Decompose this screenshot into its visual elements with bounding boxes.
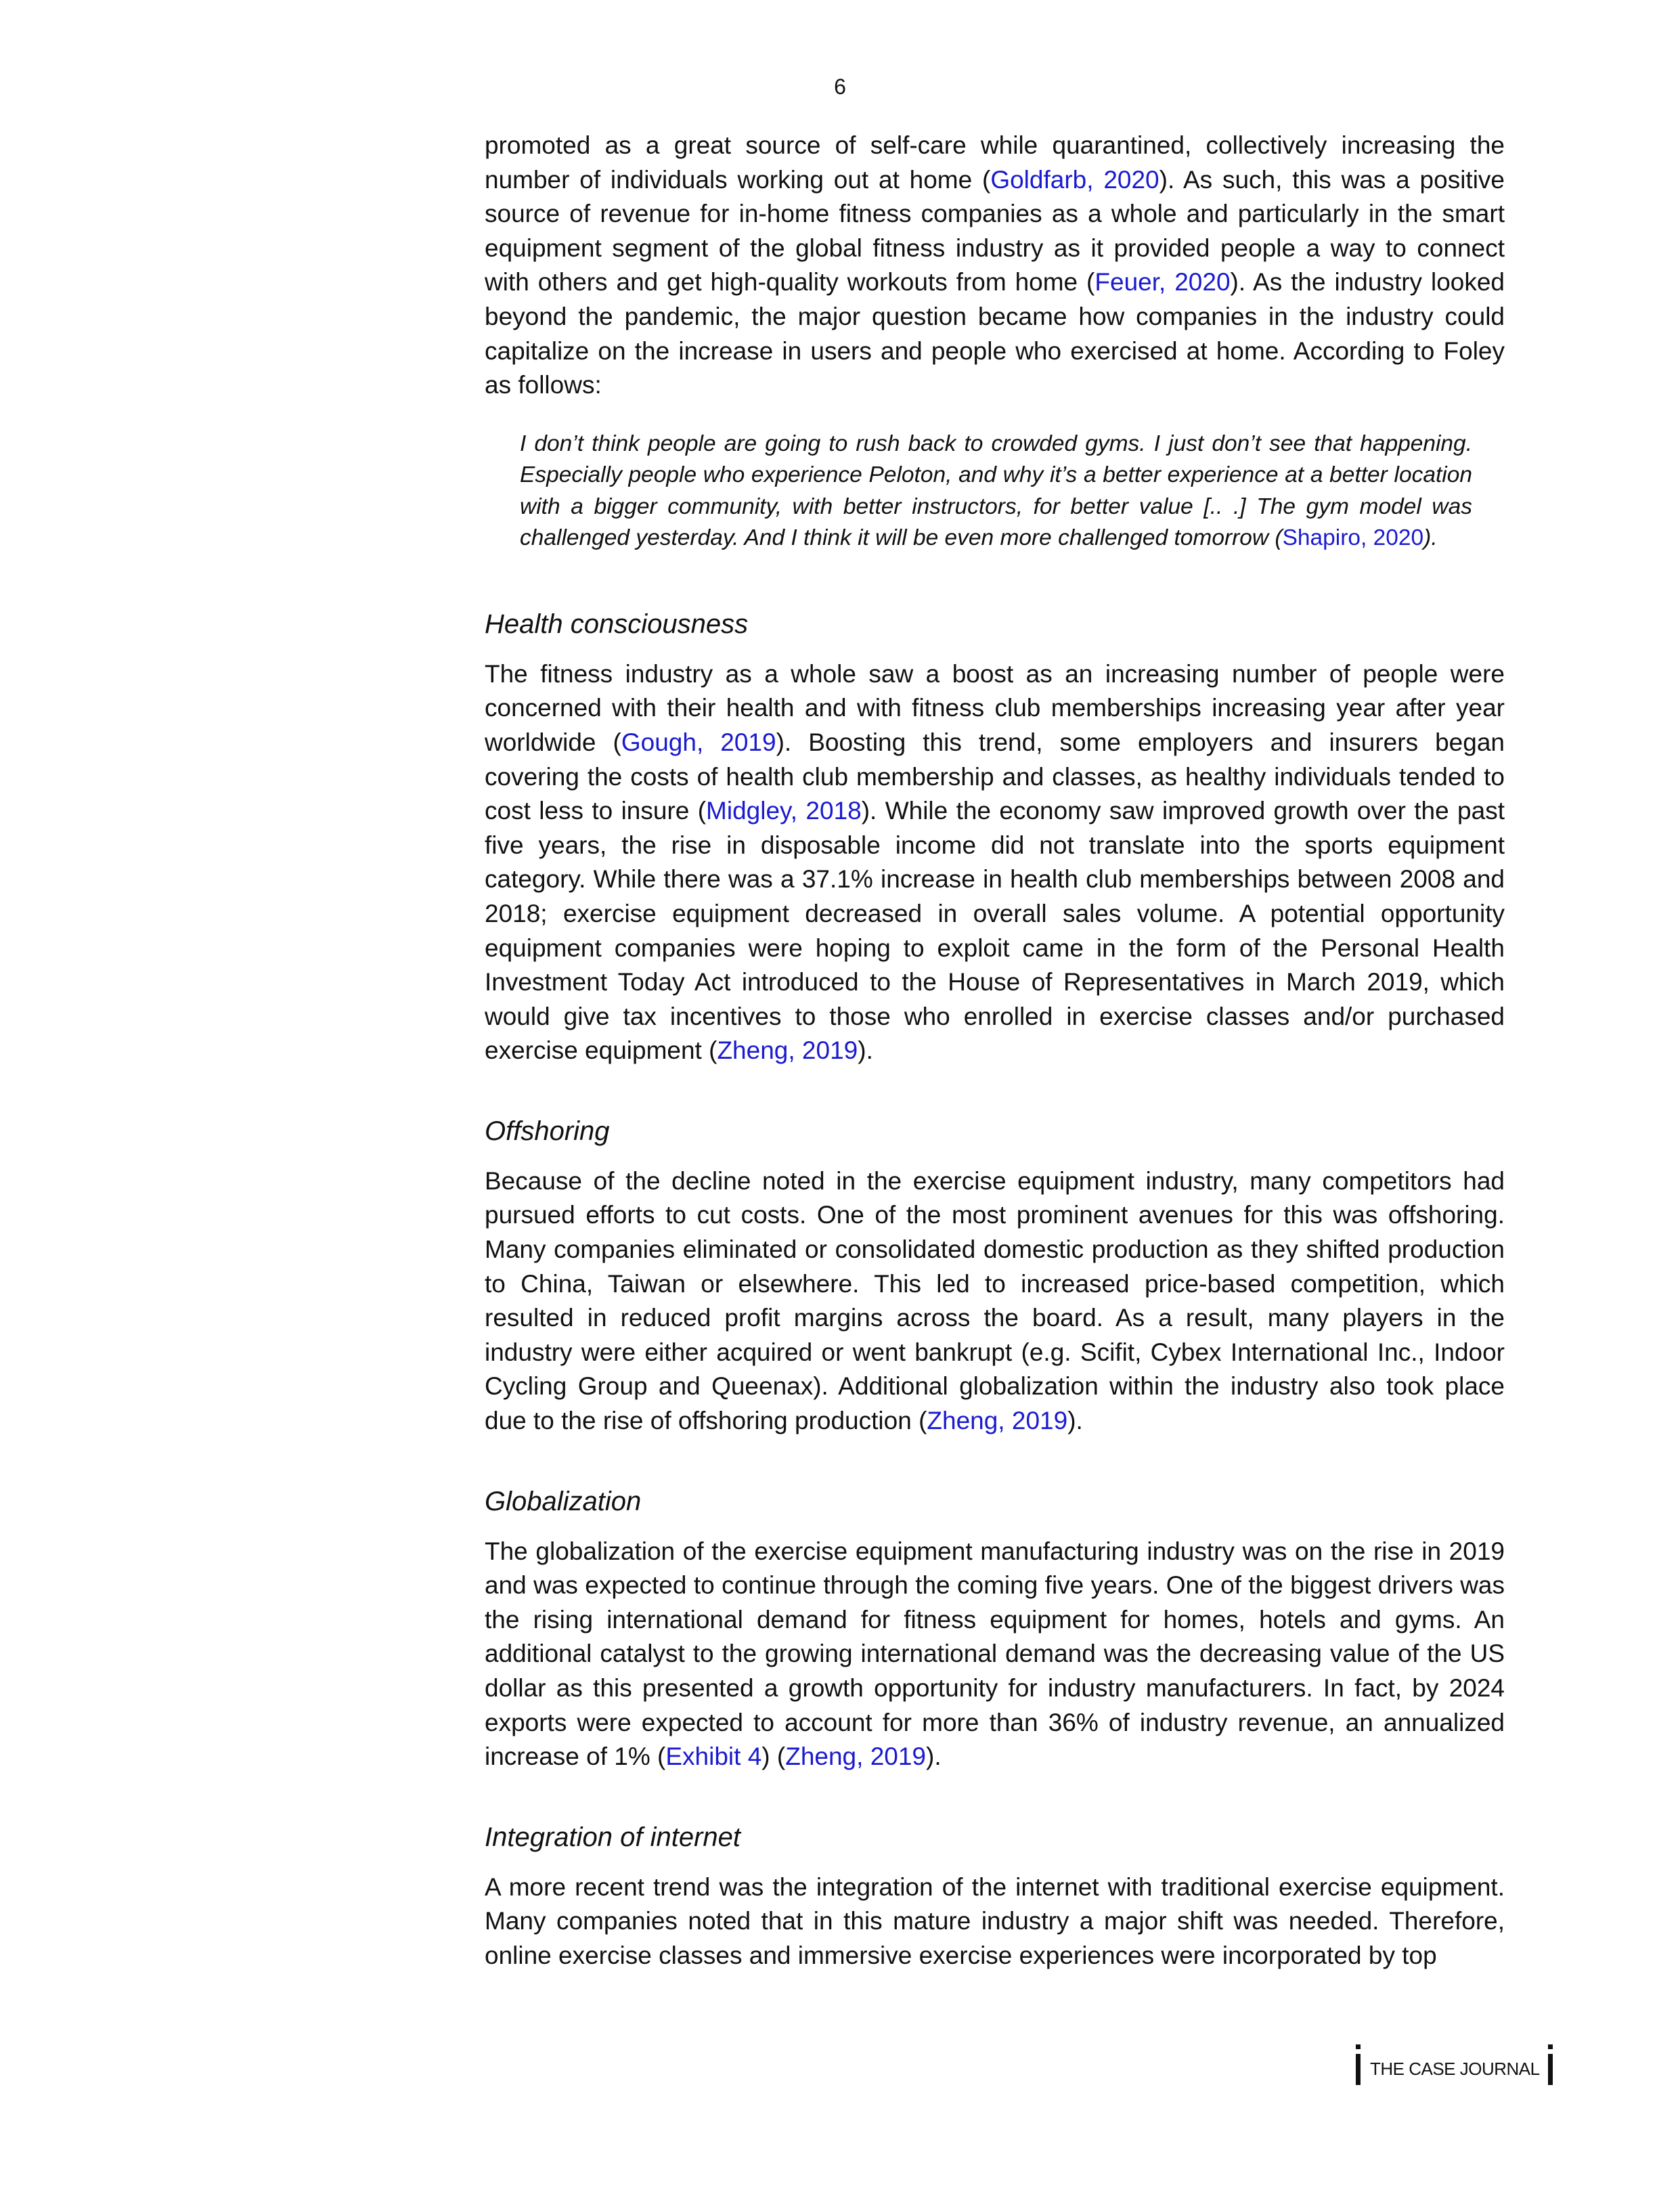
offshoring-text-2: ). <box>1067 1407 1083 1435</box>
citation-link-goldfarb[interactable]: Goldfarb, 2020 <box>990 165 1159 194</box>
heading-integration-of-internet: Integration of internet <box>485 1822 741 1852</box>
heading-offshoring: Offshoring <box>485 1116 610 1146</box>
citation-link-shapiro[interactable]: Shapiro, 2020 <box>1282 525 1424 551</box>
quote-close: ). <box>1423 525 1438 551</box>
internet-paragraph: A more recent trend was the integration of the internet with traditional exercise equipment. Many companies noted that in this mature industry a major shift was needed. Therefore, online exercise classes and immersive exercise experiences were incorporated by top <box>485 1872 1505 1969</box>
health-text-3: ). While the economy saw improved growth over the past five years, the rise in disposable income did not translate into the sports equipment category. While there was a 37.1% increase in health club memberships between 2008 and 2018; exercise equipment decreased in overall sales volume. A potential opportunity equipment companies were hoping to exploit came in the form of the Personal Health Investment Today Act introduced to the House of Representatives in March 2019, which would give tax incentives to those who enrolled in exercise classes and/or purchased exercise equipment ( <box>485 797 1505 1065</box>
intro-paragraph <box>485 129 1505 403</box>
globalization-text-1: The globalization of the exercise equipment manufacturing industry was on the rise in 2019 and was expected to continue through the coming five years. One of the biggest drivers was the rising international demand for fitness equipment for homes, hotels and gyms. An additional catalyst to the growing international demand was the decreasing value of the US dollar as this presented a growth opportunity for industry manufacturers. In fact, by 2024 exports were expected to account for more than 36% of industry revenue, an annualized increase of 1% ( <box>485 1537 1505 1771</box>
health-text-2: ). Boosting this trend, some employers and insurers began covering the costs of health club membership and classes, as healthy individuals tended to cost less to insure ( <box>485 728 1505 825</box>
health-paragraph <box>485 657 1505 1068</box>
health-text-1: The fitness industry as a whole saw a boost as an increasing number of people were concerned with their health and with fitness club memberships increasing year after year worldwide ( <box>485 659 1505 756</box>
journal-logo <box>1356 2046 1553 2086</box>
article-body <box>485 129 1505 1973</box>
globalization-paragraph <box>485 1535 1505 1774</box>
heading-health-consciousness: Health consciousness <box>485 609 749 639</box>
intro-text-1: promoted as a great source of self-care while quarantined, collectively increasing the number of individuals working out at home ( <box>485 131 1505 194</box>
intro-text-3: ). As the industry looked beyond the pandemic, the major question became how companies in the industry could capitalize on the increase in users and people who exercised at home. According to Foley as follows: <box>485 268 1505 399</box>
globalization-text-2: ) ( <box>761 1742 786 1771</box>
block-quote <box>520 429 1472 554</box>
citation-link-gough[interactable]: Gough, 2019 <box>621 728 776 756</box>
logo-i-right-icon <box>1548 2054 1553 2085</box>
citation-link-zheng-offshoring[interactable]: Zheng, 2019 <box>927 1407 1068 1435</box>
offshoring-text-1: Because of the decline noted in the exercise equipment industry, many competitors had pursued efforts to cut costs. One of the most prominent avenues for this was offshoring. Many companies eliminated or consolidated domestic production as they shifted production to China, Taiwan or elsewhere. This led to increased price-based competition, which resulted in reduced profit margins across the board. As a result, many players in the industry were either acquired or went bankrupt (e.g. Scifit, Cybex International Inc., Indoor Cycling Group and Queenax). Additional globalization within the industry also took place due to the rise of offshoring production ( <box>485 1166 1505 1435</box>
intro-text-2: ). As such, this was a positive source of revenue for in-home fitness companies as a whole and particularly in the smart equipment segment of the global fitness industry as it provided people a way to connect with others and get high-quality workouts from home ( <box>485 165 1505 297</box>
citation-link-midgley[interactable]: Midgley, 2018 <box>706 797 862 825</box>
logo-i-left-icon <box>1356 2054 1361 2085</box>
globalization-text-3: ). <box>926 1742 942 1771</box>
journal-brand-text: THE CASE JOURNAL <box>1370 2058 1540 2079</box>
page-number: 6 <box>834 74 846 99</box>
citation-link-zheng-health[interactable]: Zheng, 2019 <box>717 1036 858 1065</box>
heading-globalization: Globalization <box>485 1486 642 1516</box>
quote-text: I don’t think people are going to rush back to crowded gyms. I just don’t see that happening. Especially people who experience Peloton, and why it’s a better experience at a better location with a bigger community, with better instructors, for better value [.. .] The gym model was challenged yesterday. And I think it will be even more challenged tomorrow ( <box>520 431 1472 551</box>
offshoring-paragraph <box>485 1164 1505 1439</box>
citation-link-feuer[interactable]: Feuer, 2020 <box>1095 268 1231 297</box>
health-text-4: ). <box>858 1036 873 1065</box>
citation-link-zheng-globalization[interactable]: Zheng, 2019 <box>785 1742 927 1771</box>
exhibit-4-link[interactable]: Exhibit 4 <box>665 1742 762 1771</box>
